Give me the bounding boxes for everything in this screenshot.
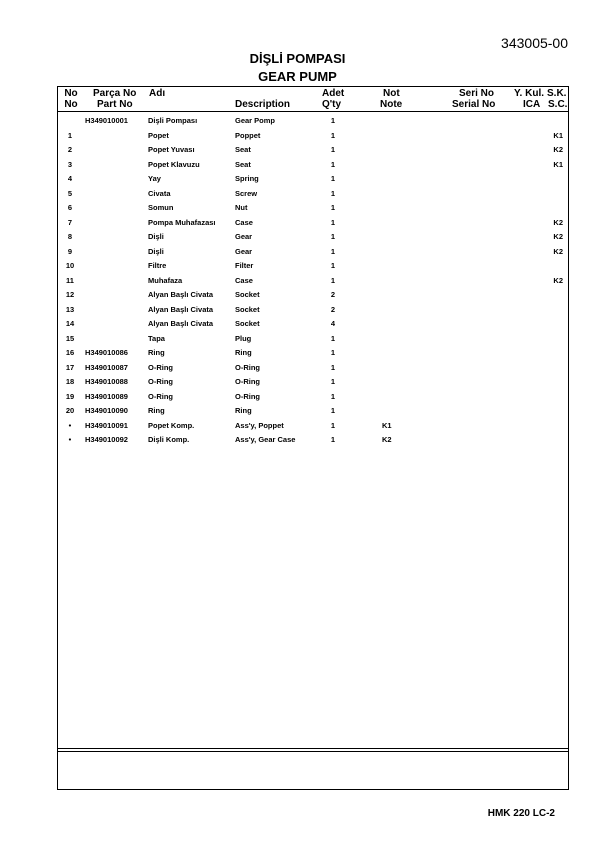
quantity: 1 xyxy=(330,130,336,140)
header-no-tr: No xyxy=(64,88,78,99)
part-number: H349010086 xyxy=(85,348,128,357)
part-description-en: O-Ring xyxy=(235,391,260,401)
item-number: 5 xyxy=(67,188,73,198)
table-row xyxy=(57,346,569,360)
part-name-tr: Alyan Başlı Civata xyxy=(148,304,214,314)
quantity: 2 xyxy=(330,290,336,299)
model-code: HMK 220 LC-2 xyxy=(487,808,555,819)
table-row xyxy=(57,187,569,201)
title-turkish: DİŞLİ POMPASI xyxy=(249,51,346,66)
part-name-tr: Ring xyxy=(148,348,165,357)
quantity: 1 xyxy=(330,377,336,386)
item-number: 6 xyxy=(67,203,73,212)
table-row xyxy=(57,288,569,302)
part-description-en: Gear Pomp xyxy=(235,116,276,125)
service-code: K2 xyxy=(553,217,563,227)
part-name-tr: Popet Yuvası xyxy=(148,145,195,154)
table-row xyxy=(57,259,569,273)
header-name-tr: Adı xyxy=(149,88,166,99)
part-description-en: Filter xyxy=(235,261,254,270)
header-part-tr: Parça No xyxy=(93,88,137,99)
quantity: 1 xyxy=(330,261,336,270)
footer-divider-lower xyxy=(57,751,569,752)
table-row xyxy=(57,172,569,186)
item-number: 8 xyxy=(67,232,73,241)
part-description-en: Socket xyxy=(235,319,260,328)
part-description-en: Screw xyxy=(235,188,258,198)
quantity: 1 xyxy=(330,203,336,212)
part-description-en: Socket xyxy=(235,290,260,299)
table-row xyxy=(57,317,569,331)
document-code: 343005-00 xyxy=(501,35,568,51)
quantity: 1 xyxy=(330,348,336,357)
item-number: • xyxy=(68,435,72,444)
part-name-tr: Muhafaza xyxy=(148,275,183,285)
quantity: 1 xyxy=(330,217,336,227)
quantity: 1 xyxy=(330,145,336,154)
quantity: 4 xyxy=(330,319,336,328)
part-name-tr: Popet xyxy=(148,130,169,140)
header-ica-tr: Y. Kul. xyxy=(514,88,545,99)
part-name-tr: Alyan Başlı Civata xyxy=(148,290,214,299)
table-row xyxy=(57,375,569,389)
service-code: K1 xyxy=(553,159,563,169)
item-number: 17 xyxy=(65,362,75,372)
table-row xyxy=(57,129,569,143)
part-name-tr: Tapa xyxy=(148,333,165,343)
part-description-en: Plug xyxy=(235,333,252,343)
table-row xyxy=(57,274,569,288)
table-row xyxy=(57,303,569,317)
quantity: 1 xyxy=(330,174,336,183)
item-number: 7 xyxy=(67,217,73,227)
part-name-tr: Ring xyxy=(148,406,165,415)
header-desc-en: Description xyxy=(235,99,291,110)
table-row xyxy=(57,158,569,172)
item-number: 12 xyxy=(65,290,75,299)
part-description-en: Poppet xyxy=(235,130,261,140)
item-number: 15 xyxy=(65,333,75,343)
service-code: K1 xyxy=(553,130,563,140)
part-description-en: Gear xyxy=(235,246,253,256)
header-divider xyxy=(57,111,569,112)
quantity: 1 xyxy=(330,420,336,430)
part-name-tr: Dişli Pompası xyxy=(148,116,198,125)
part-description-en: Ass'y, Poppet xyxy=(235,420,284,430)
table-row xyxy=(57,114,569,128)
table-row xyxy=(57,390,569,404)
part-name-tr: Somun xyxy=(148,203,174,212)
service-code: K2 xyxy=(553,145,563,154)
table-row xyxy=(57,230,569,244)
quantity: 1 xyxy=(330,246,336,256)
part-name-tr: Dişli xyxy=(148,246,164,256)
quantity: 1 xyxy=(330,159,336,169)
part-description-en: Nut xyxy=(235,203,248,212)
note: K1 xyxy=(382,420,392,430)
quantity: 1 xyxy=(330,406,336,415)
quantity: 1 xyxy=(330,188,336,198)
table-row xyxy=(57,332,569,346)
part-description-en: Case xyxy=(235,275,253,285)
item-number: 1 xyxy=(67,130,73,140)
item-number: 13 xyxy=(65,304,75,314)
part-description-en: Spring xyxy=(235,174,259,183)
part-description-en: Case xyxy=(235,217,253,227)
quantity: 2 xyxy=(330,304,336,314)
part-number: H349010089 xyxy=(85,391,128,401)
part-description-en: Seat xyxy=(235,145,251,154)
item-number: 11 xyxy=(66,275,74,285)
item-number: 3 xyxy=(67,159,73,169)
part-name-tr: O-Ring xyxy=(148,391,173,401)
quantity: 1 xyxy=(330,116,336,125)
quantity: 1 xyxy=(330,232,336,241)
part-name-tr: Dişli Komp. xyxy=(148,435,190,444)
table-row xyxy=(57,404,569,418)
header-no-en: No xyxy=(64,99,78,110)
header-sc-en: S.C. xyxy=(548,99,568,110)
part-description-en: Ass'y, Gear Case xyxy=(235,435,296,444)
part-number: H349010087 xyxy=(85,362,128,372)
part-number: H349010088 xyxy=(85,377,128,386)
part-number: H349010092 xyxy=(85,435,128,444)
part-description-en: O-Ring xyxy=(235,362,260,372)
service-code: K2 xyxy=(553,232,563,241)
header-ica-en: ICA xyxy=(523,99,541,110)
part-name-tr: Filtre xyxy=(148,261,167,270)
footer-divider-upper xyxy=(57,748,569,749)
header-note-tr: Not xyxy=(383,88,400,99)
item-number: 16 xyxy=(65,348,75,357)
part-name-tr: O-Ring xyxy=(148,377,173,386)
table-row xyxy=(57,419,569,433)
part-name-tr: Popet Komp. xyxy=(148,420,195,430)
part-description-en: Seat xyxy=(235,159,251,169)
quantity: 1 xyxy=(330,391,336,401)
item-number: 9 xyxy=(67,246,73,256)
header-part-en: Part No xyxy=(97,99,133,110)
quantity: 1 xyxy=(330,435,336,444)
item-number: 10 xyxy=(65,261,75,270)
title-english: GEAR PUMP xyxy=(258,69,337,84)
table-row xyxy=(57,143,569,157)
part-description-en: Gear xyxy=(235,232,253,241)
part-name-tr: O-Ring xyxy=(148,362,173,372)
part-name-tr: Popet Klavuzu xyxy=(148,159,200,169)
part-number: H349010090 xyxy=(85,406,128,415)
service-code: K2 xyxy=(553,275,563,285)
item-number: 14 xyxy=(65,319,75,328)
header-note-en: Note xyxy=(380,99,403,110)
item-number: 20 xyxy=(65,406,75,415)
part-name-tr: Civata xyxy=(148,188,171,198)
part-description-en: Ring xyxy=(235,348,252,357)
part-name-tr: Pompa Muhafazası xyxy=(148,217,216,227)
item-number: • xyxy=(68,420,72,430)
table-row xyxy=(57,201,569,215)
part-description-en: Socket xyxy=(235,304,260,314)
item-number: 2 xyxy=(67,145,73,154)
item-number: 18 xyxy=(65,377,75,386)
table-row xyxy=(57,361,569,375)
part-name-tr: Alyan Başlı Civata xyxy=(148,319,214,328)
header-serial-en: Serial No xyxy=(452,99,496,110)
table-row xyxy=(57,433,569,447)
item-number: 19 xyxy=(65,391,75,401)
quantity: 1 xyxy=(330,275,336,285)
header-qty-en: Q'ty xyxy=(322,99,342,110)
service-code: K2 xyxy=(553,246,563,256)
note: K2 xyxy=(382,435,392,444)
part-description-en: O-Ring xyxy=(235,377,260,386)
quantity: 1 xyxy=(330,333,336,343)
table-row xyxy=(57,245,569,259)
part-name-tr: Dişli xyxy=(148,232,164,241)
part-description-en: Ring xyxy=(235,406,252,415)
quantity: 1 xyxy=(330,362,336,372)
item-number: 4 xyxy=(67,174,73,183)
header-serial-tr: Seri No xyxy=(459,88,495,99)
part-number: H349010091 xyxy=(85,420,128,430)
header-sc-tr: S.K. xyxy=(547,88,567,99)
table-row xyxy=(57,216,569,230)
header-qty-tr: Adet xyxy=(322,88,345,99)
part-name-tr: Yay xyxy=(148,174,161,183)
part-number: H349010001 xyxy=(85,116,128,125)
